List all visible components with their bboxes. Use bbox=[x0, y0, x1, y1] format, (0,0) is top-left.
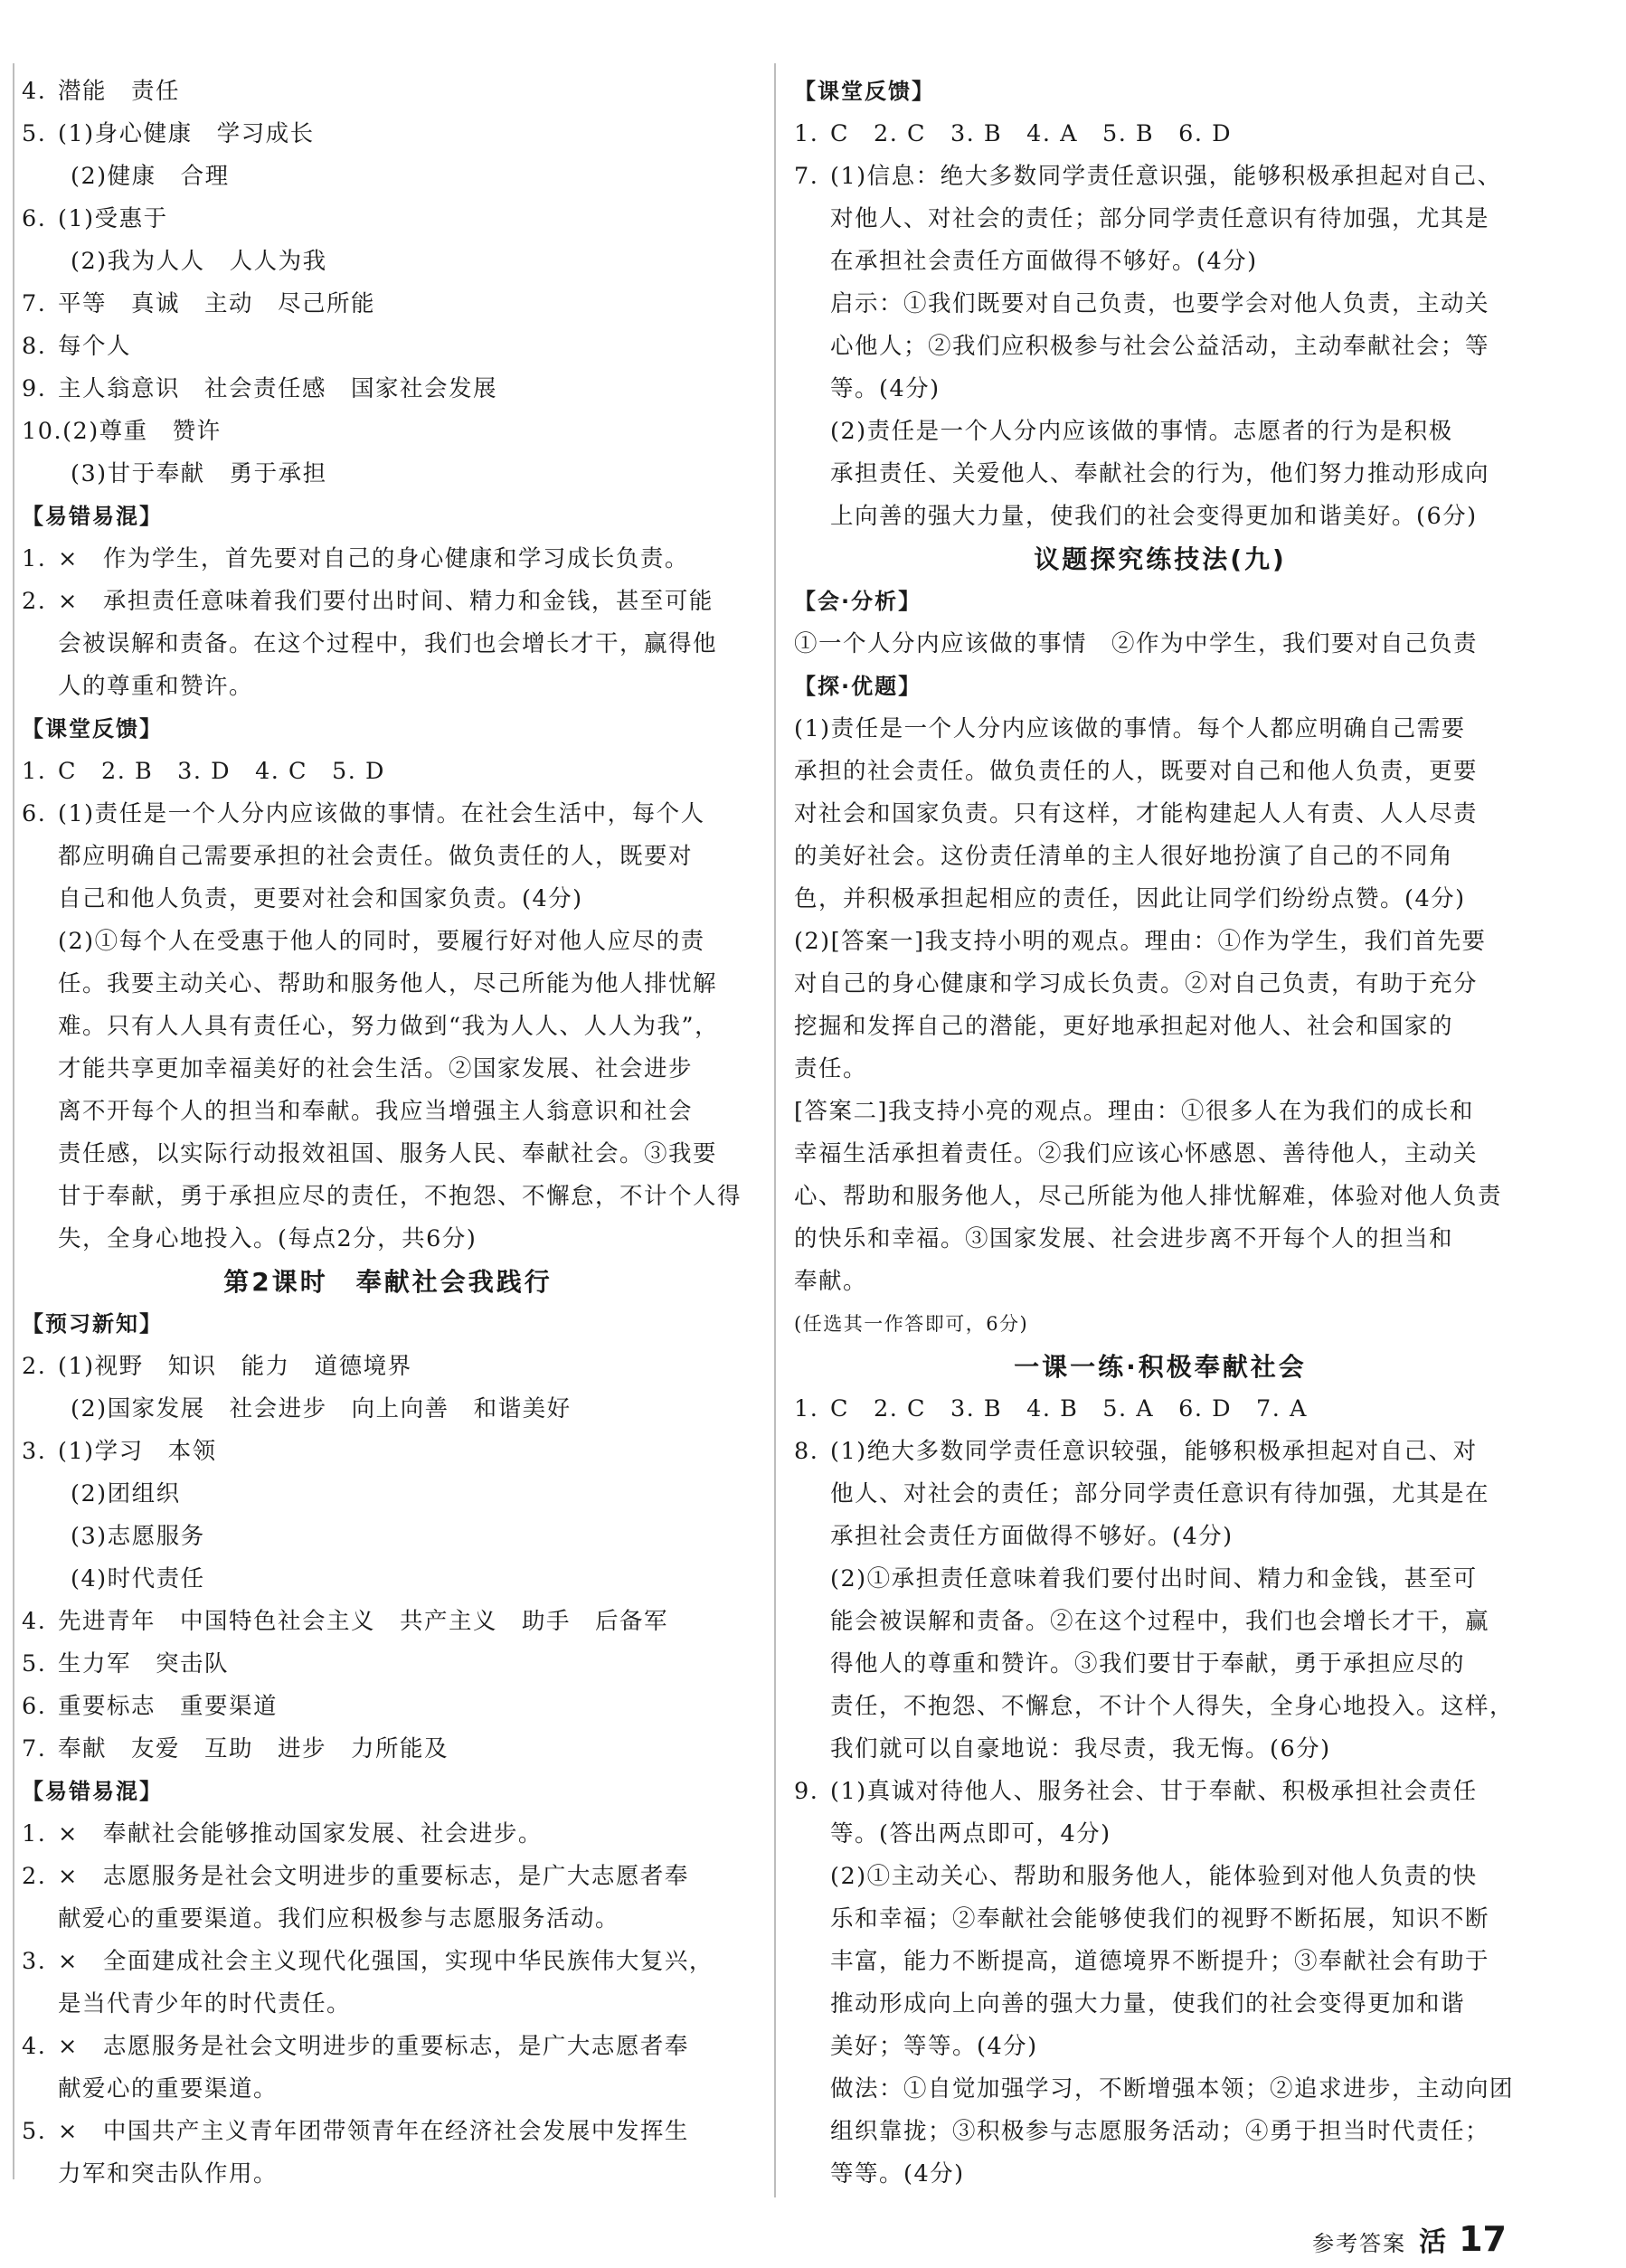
line-text: 的快乐和幸福。③国家发展、社会进步离不开每个人的担当和 bbox=[794, 1225, 1454, 1252]
right-column bbox=[794, 71, 1527, 2196]
answer-line bbox=[794, 1643, 1527, 1686]
line-text: × 承担责任意味着我们要付出时间、精力和金钱，甚至可能 bbox=[58, 588, 714, 615]
answer-line bbox=[22, 1091, 754, 1133]
line-text: 失，全身心地投入。(每点2分，共6分) bbox=[58, 1225, 477, 1252]
answer-line bbox=[22, 156, 754, 198]
line-text: 责任，不抱怨、不懈怠，不计个人得失，全身心地投入。这样， bbox=[830, 1693, 1515, 1720]
line-text: 会被误解和责备。在这个过程中，我们也会增长才干，赢得他 bbox=[58, 630, 718, 657]
answer-line bbox=[22, 751, 754, 793]
answer-line bbox=[22, 1218, 754, 1261]
line-text: 责任感，以实际行动报效祖国、服务人民、奉献社会。③我要 bbox=[58, 1140, 718, 1167]
answer-line bbox=[794, 1388, 1527, 1431]
section-heading bbox=[22, 708, 754, 751]
answer-line bbox=[794, 1856, 1527, 1898]
answer-line bbox=[22, 538, 754, 581]
line-text: (任选其一作答即可，6分) bbox=[794, 1313, 1029, 1335]
line-text: 承担责任、关爱他人、奉献社会的行为，他们努力推动形成向 bbox=[830, 460, 1490, 487]
answer-line bbox=[794, 156, 1527, 198]
line-text: C 2. C 3. B 4. B 5. A 6. D 7. A bbox=[830, 1395, 1308, 1422]
item-number: 7. bbox=[22, 290, 47, 317]
answer-line bbox=[22, 2111, 754, 2153]
answer-line bbox=[22, 326, 754, 368]
line-text: (1)受惠于 bbox=[58, 205, 168, 232]
answer-line bbox=[22, 623, 754, 666]
line-text: [答案二]我支持小亮的观点。理由：①很多人在为我们的成长和 bbox=[794, 1098, 1474, 1125]
answer-line bbox=[22, 1643, 754, 1686]
line-text: 难。只有人人具有责任心，努力做到“我为人人、人人为我”， bbox=[58, 1013, 720, 1040]
line-text: 等。(答出两点即可，4分) bbox=[830, 1820, 1111, 1847]
item-number: 5. bbox=[22, 2118, 47, 2145]
item-number: 1. bbox=[22, 1820, 47, 1847]
line-text: × 志愿服务是社会文明进步的重要标志，是广大志愿者奉 bbox=[58, 1863, 689, 1890]
answer-line bbox=[794, 113, 1527, 156]
answer-line bbox=[22, 198, 754, 241]
section-heading bbox=[22, 496, 754, 538]
line-text: (1)视野 知识 能力 道德境界 bbox=[58, 1353, 412, 1380]
answer-line bbox=[794, 1473, 1527, 1516]
item-number: 2. bbox=[22, 588, 47, 615]
section-heading bbox=[22, 1303, 754, 1346]
line-text: 【易错易混】 bbox=[22, 1779, 163, 1804]
line-text: 他人、对社会的责任；部分同学责任意识有待加强，尤其是在 bbox=[830, 1480, 1490, 1507]
line-text: × 奉献社会能够推动国家发展、社会进步。 bbox=[58, 1820, 543, 1847]
line-text: 得他人的尊重和赞许。③我们要甘于奉献，勇于承担应尽的 bbox=[830, 1650, 1466, 1677]
left-margin-rule bbox=[13, 63, 14, 2179]
line-text: × 全面建成社会主义现代化强国，实现中华民族伟大复兴， bbox=[58, 1948, 714, 1975]
item-number: 3. bbox=[22, 1438, 47, 1465]
answer-line bbox=[794, 2111, 1527, 2153]
line-text: 推动形成向上向善的强大力量，使我们的社会变得更加和谐 bbox=[830, 1990, 1466, 2018]
answer-line bbox=[794, 1303, 1527, 1346]
line-text: (1)责任是一个人分内应该做的事情。在社会生活中，每个人 bbox=[58, 800, 705, 827]
page-footer bbox=[1312, 2219, 1507, 2259]
line-text: 甘于奉献，勇于承担应尽的责任，不抱怨、不懈怠，不计个人得 bbox=[58, 1183, 742, 1210]
line-text: 对社会和国家负责。只有这样，才能构建起人人有责、人人尽责 bbox=[794, 800, 1479, 827]
line-text: 色，并积极承担起相应的责任，因此让同学们纷纷点赞。(4分) bbox=[794, 885, 1466, 912]
line-text: (2)团组织 bbox=[71, 1480, 181, 1507]
line-text: 承担的社会责任。做负责任的人，既要对自己和他人负责，更要 bbox=[794, 758, 1479, 785]
item-number: 1. bbox=[794, 120, 819, 147]
lesson-title bbox=[794, 538, 1527, 581]
answer-line bbox=[22, 368, 754, 411]
line-text: 议题探究练技法(九) bbox=[1034, 544, 1287, 574]
line-text: (2)健康 合理 bbox=[71, 163, 230, 190]
item-number: 2. bbox=[22, 1353, 47, 1380]
line-text: 挖掘和发挥自己的潜能，更好地承担起对他人、社会和国家的 bbox=[794, 1013, 1454, 1040]
line-text: 奉献 友爱 互助 进步 力所能及 bbox=[58, 1735, 449, 1762]
item-number: 2. bbox=[22, 1863, 47, 1890]
line-text: (3)志愿服务 bbox=[71, 1523, 205, 1550]
line-text: 力军和突击队作用。 bbox=[58, 2160, 279, 2188]
item-number: 9. bbox=[22, 375, 47, 402]
answer-line bbox=[794, 1558, 1527, 1601]
answer-line bbox=[22, 1856, 754, 1898]
answer-line bbox=[22, 1941, 754, 1983]
item-number: 3. bbox=[22, 1948, 47, 1975]
line-text: 奉献。 bbox=[794, 1268, 868, 1295]
line-text: 重要标志 重要渠道 bbox=[58, 1693, 279, 1720]
answer-line bbox=[22, 1388, 754, 1431]
line-text: 上向善的强大力量，使我们的社会变得更加和谐美好。(6分) bbox=[830, 503, 1478, 530]
item-number: 7. bbox=[22, 1735, 47, 1762]
section-heading bbox=[22, 1771, 754, 1813]
line-text: 每个人 bbox=[58, 333, 132, 360]
line-text: (2)尊重 赞许 bbox=[62, 418, 222, 445]
line-text: (2)①承担责任意味着我们要付出时间、精力和金钱，甚至可 bbox=[830, 1565, 1478, 1592]
answer-line bbox=[794, 2153, 1527, 2196]
answer-line bbox=[794, 2026, 1527, 2068]
item-number: 1. bbox=[22, 545, 47, 572]
line-text: 承担社会责任方面做得不够好。(4分) bbox=[830, 1523, 1234, 1550]
line-text: (2)我为人人 人人为我 bbox=[71, 248, 327, 275]
line-text: × 中国共产主义青年团带领青年在经济社会发展中发挥生 bbox=[58, 2118, 689, 2145]
answer-line bbox=[794, 963, 1527, 1006]
page-number: 17 bbox=[1459, 2219, 1507, 2259]
footer-label: 参考答案 bbox=[1312, 2231, 1407, 2256]
answer-line bbox=[22, 793, 754, 836]
line-text: 【课堂反馈】 bbox=[794, 79, 935, 104]
line-text: 在承担社会责任方面做得不够好。(4分) bbox=[830, 248, 1258, 275]
line-text: (1)学习 本领 bbox=[58, 1438, 217, 1465]
answer-line bbox=[794, 623, 1527, 666]
line-text: 第2课时 奉献社会我践行 bbox=[223, 1267, 553, 1297]
answer-line bbox=[794, 878, 1527, 921]
item-number: 8. bbox=[794, 1438, 819, 1465]
line-text: C 2. B 3. D 4. C 5. D bbox=[58, 758, 385, 785]
line-text: 人的尊重和赞许。 bbox=[58, 673, 254, 700]
line-text: 对他人、对社会的责任；部分同学责任意识有待加强，尤其是 bbox=[830, 205, 1490, 232]
line-text: 平等 真诚 主动 尽己所能 bbox=[58, 290, 376, 317]
answer-line bbox=[22, 1006, 754, 1048]
answer-line bbox=[794, 496, 1527, 538]
line-text: 心、帮助和服务他人，尽己所能为他人排忧解难，体验对他人负责 bbox=[794, 1183, 1503, 1210]
answer-line bbox=[22, 411, 754, 453]
answer-line bbox=[22, 1133, 754, 1176]
answer-line bbox=[794, 1983, 1527, 2026]
answer-line bbox=[22, 581, 754, 623]
line-text: (1)绝大多数同学责任意识较强，能够积极承担起对自己、对 bbox=[830, 1438, 1478, 1465]
line-text: 潜能 责任 bbox=[58, 78, 181, 105]
item-number: 4. bbox=[22, 1608, 47, 1635]
answer-line bbox=[794, 1431, 1527, 1473]
line-text: 组织靠拢；③积极参与志愿服务活动；④勇于担当时代责任； bbox=[830, 2118, 1490, 2145]
answer-line bbox=[794, 368, 1527, 411]
item-number: 5. bbox=[22, 120, 47, 147]
answer-line bbox=[794, 1771, 1527, 1813]
answer-line bbox=[794, 1218, 1527, 1261]
answer-line bbox=[794, 708, 1527, 751]
answer-line bbox=[794, 1601, 1527, 1643]
item-number: 6. bbox=[22, 205, 47, 232]
answer-line bbox=[22, 2026, 754, 2068]
item-number: 7. bbox=[794, 163, 819, 190]
line-text: 【探·优题】 bbox=[794, 674, 922, 699]
line-text: (1)责任是一个人分内应该做的事情。每个人都应明确自己需要 bbox=[794, 715, 1466, 742]
answer-line bbox=[794, 326, 1527, 368]
answer-line bbox=[22, 1728, 754, 1771]
item-number: 10. bbox=[22, 418, 63, 445]
answer-line bbox=[22, 2153, 754, 2196]
answer-line bbox=[22, 283, 754, 326]
answer-line bbox=[794, 1728, 1527, 1771]
line-text: (3)甘于奉献 勇于承担 bbox=[71, 460, 327, 487]
item-number: 5. bbox=[22, 1650, 47, 1677]
answer-line bbox=[794, 241, 1527, 283]
answer-line bbox=[794, 283, 1527, 326]
line-text: 自己和他人负责，更要对社会和国家负责。(4分) bbox=[58, 885, 583, 912]
line-text: 离不开每个人的担当和奉献。我应当增强主人翁意识和社会 bbox=[58, 1098, 694, 1125]
line-text: 美好；等等。(4分) bbox=[830, 2033, 1038, 2060]
line-text: × 作为学生，首先要对自己的身心健康和学习成长负责。 bbox=[58, 545, 689, 572]
line-text: 才能共享更加幸福美好的社会生活。②国家发展、社会进步 bbox=[58, 1055, 694, 1082]
answer-line bbox=[22, 1813, 754, 1856]
answer-line bbox=[794, 836, 1527, 878]
column-divider bbox=[774, 63, 776, 2197]
line-text: 都应明确自己需要承担的社会责任。做负责任的人，既要对 bbox=[58, 843, 694, 870]
line-text: ①一个人分内应该做的事情 ②作为中学生，我们要对自己负责 bbox=[794, 630, 1479, 657]
line-text: C 2. C 3. B 4. A 5. B 6. D bbox=[830, 120, 1233, 147]
answer-line bbox=[22, 1601, 754, 1643]
line-text: (4)时代责任 bbox=[71, 1565, 205, 1592]
answer-line bbox=[794, 1133, 1527, 1176]
answer-line bbox=[22, 1346, 754, 1388]
item-number: 8. bbox=[22, 333, 47, 360]
answer-line bbox=[22, 1473, 754, 1516]
answer-line bbox=[22, 71, 754, 113]
line-text: 是当代青少年的时代责任。 bbox=[58, 1990, 352, 2018]
answer-line bbox=[22, 1983, 754, 2026]
line-text: 先进青年 中国特色社会主义 共产主义 助手 后备军 bbox=[58, 1608, 669, 1635]
answer-line bbox=[22, 1048, 754, 1091]
line-text: 主人翁意识 社会责任感 国家社会发展 bbox=[58, 375, 498, 402]
item-number: 6. bbox=[22, 1693, 47, 1720]
line-text: 丰富，能力不断提高，道德境界不断提升；③奉献社会有助于 bbox=[830, 1948, 1490, 1975]
answer-line bbox=[794, 1048, 1527, 1091]
answer-line bbox=[794, 411, 1527, 453]
line-text: 【预习新知】 bbox=[22, 1311, 163, 1337]
line-text: 做法：①自觉加强学习，不断增强本领；②追求进步，主动向团 bbox=[830, 2075, 1515, 2103]
answer-line bbox=[22, 1176, 754, 1218]
series-mark: 活 bbox=[1419, 2226, 1447, 2258]
section-heading bbox=[794, 71, 1527, 113]
line-text: 启示：①我们既要对自己负责，也要学会对他人负责，主动关 bbox=[830, 290, 1490, 317]
answer-line bbox=[794, 1686, 1527, 1728]
item-number: 4. bbox=[22, 78, 47, 105]
line-text: 等等。(4分) bbox=[830, 2160, 965, 2188]
lesson-title bbox=[794, 1346, 1527, 1388]
answer-line bbox=[794, 1006, 1527, 1048]
answer-line bbox=[22, 1686, 754, 1728]
section-heading bbox=[794, 581, 1527, 623]
line-text: 【易错易混】 bbox=[22, 504, 163, 529]
line-text: (2)国家发展 社会进步 向上向善 和谐美好 bbox=[71, 1395, 572, 1422]
answer-line bbox=[22, 2068, 754, 2111]
line-text: × 志愿服务是社会文明进步的重要标志，是广大志愿者奉 bbox=[58, 2033, 689, 2060]
line-text: 等。(4分) bbox=[830, 375, 941, 402]
line-text: (1)信息：绝大多数同学责任意识强，能够积极承担起对自己、 bbox=[830, 163, 1502, 190]
answer-line bbox=[794, 1813, 1527, 1856]
answer-line bbox=[22, 453, 754, 496]
line-text: 一课一练·积极奉献社会 bbox=[1014, 1352, 1307, 1382]
line-text: (2)责任是一个人分内应该做的事情。志愿者的行为是积极 bbox=[830, 418, 1453, 445]
answer-line bbox=[22, 921, 754, 963]
answer-line bbox=[794, 198, 1527, 241]
answer-line bbox=[794, 2068, 1527, 2111]
line-text: 乐和幸福；②奉献社会能够使我们的视野不断拓展，知识不断 bbox=[830, 1905, 1490, 1933]
answer-line bbox=[794, 1176, 1527, 1218]
line-text: (1)真诚对待他人、服务社会、甘于奉献、积极承担社会责任 bbox=[830, 1778, 1478, 1805]
line-text: 幸福生活承担着责任。②我们应该心怀感恩、善待他人，主动关 bbox=[794, 1140, 1479, 1167]
line-text: 【会·分析】 bbox=[794, 589, 922, 614]
answer-line bbox=[22, 241, 754, 283]
line-text: 【课堂反馈】 bbox=[22, 716, 163, 742]
answer-line bbox=[794, 751, 1527, 793]
answer-line bbox=[794, 1261, 1527, 1303]
line-text: (2)①每个人在受惠于他人的同时，要履行好对他人应尽的责 bbox=[58, 928, 705, 955]
line-text: (2)①主动关心、帮助和服务他人，能体验到对他人负责的快 bbox=[830, 1863, 1478, 1890]
line-text: (2)[答案一]我支持小明的观点。理由：①作为学生，我们首先要 bbox=[794, 928, 1487, 955]
answer-line bbox=[22, 1431, 754, 1473]
answer-line bbox=[794, 921, 1527, 963]
answer-line bbox=[794, 1941, 1527, 1983]
line-text: 献爱心的重要渠道。 bbox=[58, 2075, 279, 2103]
answer-line bbox=[794, 1091, 1527, 1133]
line-text: 对自己的身心健康和学习成长负责。②对自己负责，有助于充分 bbox=[794, 970, 1479, 997]
line-text: 生力军 突击队 bbox=[58, 1650, 230, 1677]
item-number: 9. bbox=[794, 1778, 819, 1805]
answer-line bbox=[22, 666, 754, 708]
answer-line bbox=[794, 453, 1527, 496]
section-heading bbox=[794, 666, 1527, 708]
answer-line bbox=[22, 1516, 754, 1558]
line-text: 任。我要主动关心、帮助和服务他人，尽己所能为他人排忧解 bbox=[58, 970, 718, 997]
line-text: 我们就可以自豪地说：我尽责，我无悔。(6分) bbox=[830, 1735, 1331, 1762]
item-number: 1. bbox=[794, 1395, 819, 1422]
line-text: 献爱心的重要渠道。我们应积极参与志愿服务活动。 bbox=[58, 1905, 620, 1933]
answer-line bbox=[22, 1898, 754, 1941]
line-text: 心他人；②我们应积极参与社会公益活动，主动奉献社会；等 bbox=[830, 333, 1490, 360]
item-number: 4. bbox=[22, 2033, 47, 2060]
answer-line bbox=[794, 1516, 1527, 1558]
answer-line bbox=[22, 113, 754, 156]
answer-line bbox=[794, 1898, 1527, 1941]
item-number: 1. bbox=[22, 758, 47, 785]
item-number: 6. bbox=[22, 800, 47, 827]
answer-line bbox=[22, 836, 754, 878]
line-text: 能会被误解和责备。②在这个过程中，我们也会增长才干，赢 bbox=[830, 1608, 1490, 1635]
line-text: (1)身心健康 学习成长 bbox=[58, 120, 315, 147]
answer-line bbox=[22, 963, 754, 1006]
answer-line bbox=[794, 793, 1527, 836]
answer-line bbox=[22, 1558, 754, 1601]
line-text: 的美好社会。这份责任清单的主人很好地扮演了自己的不同角 bbox=[794, 843, 1454, 870]
line-text: 责任。 bbox=[794, 1055, 868, 1082]
left-column bbox=[22, 71, 754, 2196]
answer-line bbox=[22, 878, 754, 921]
lesson-title bbox=[22, 1261, 754, 1303]
